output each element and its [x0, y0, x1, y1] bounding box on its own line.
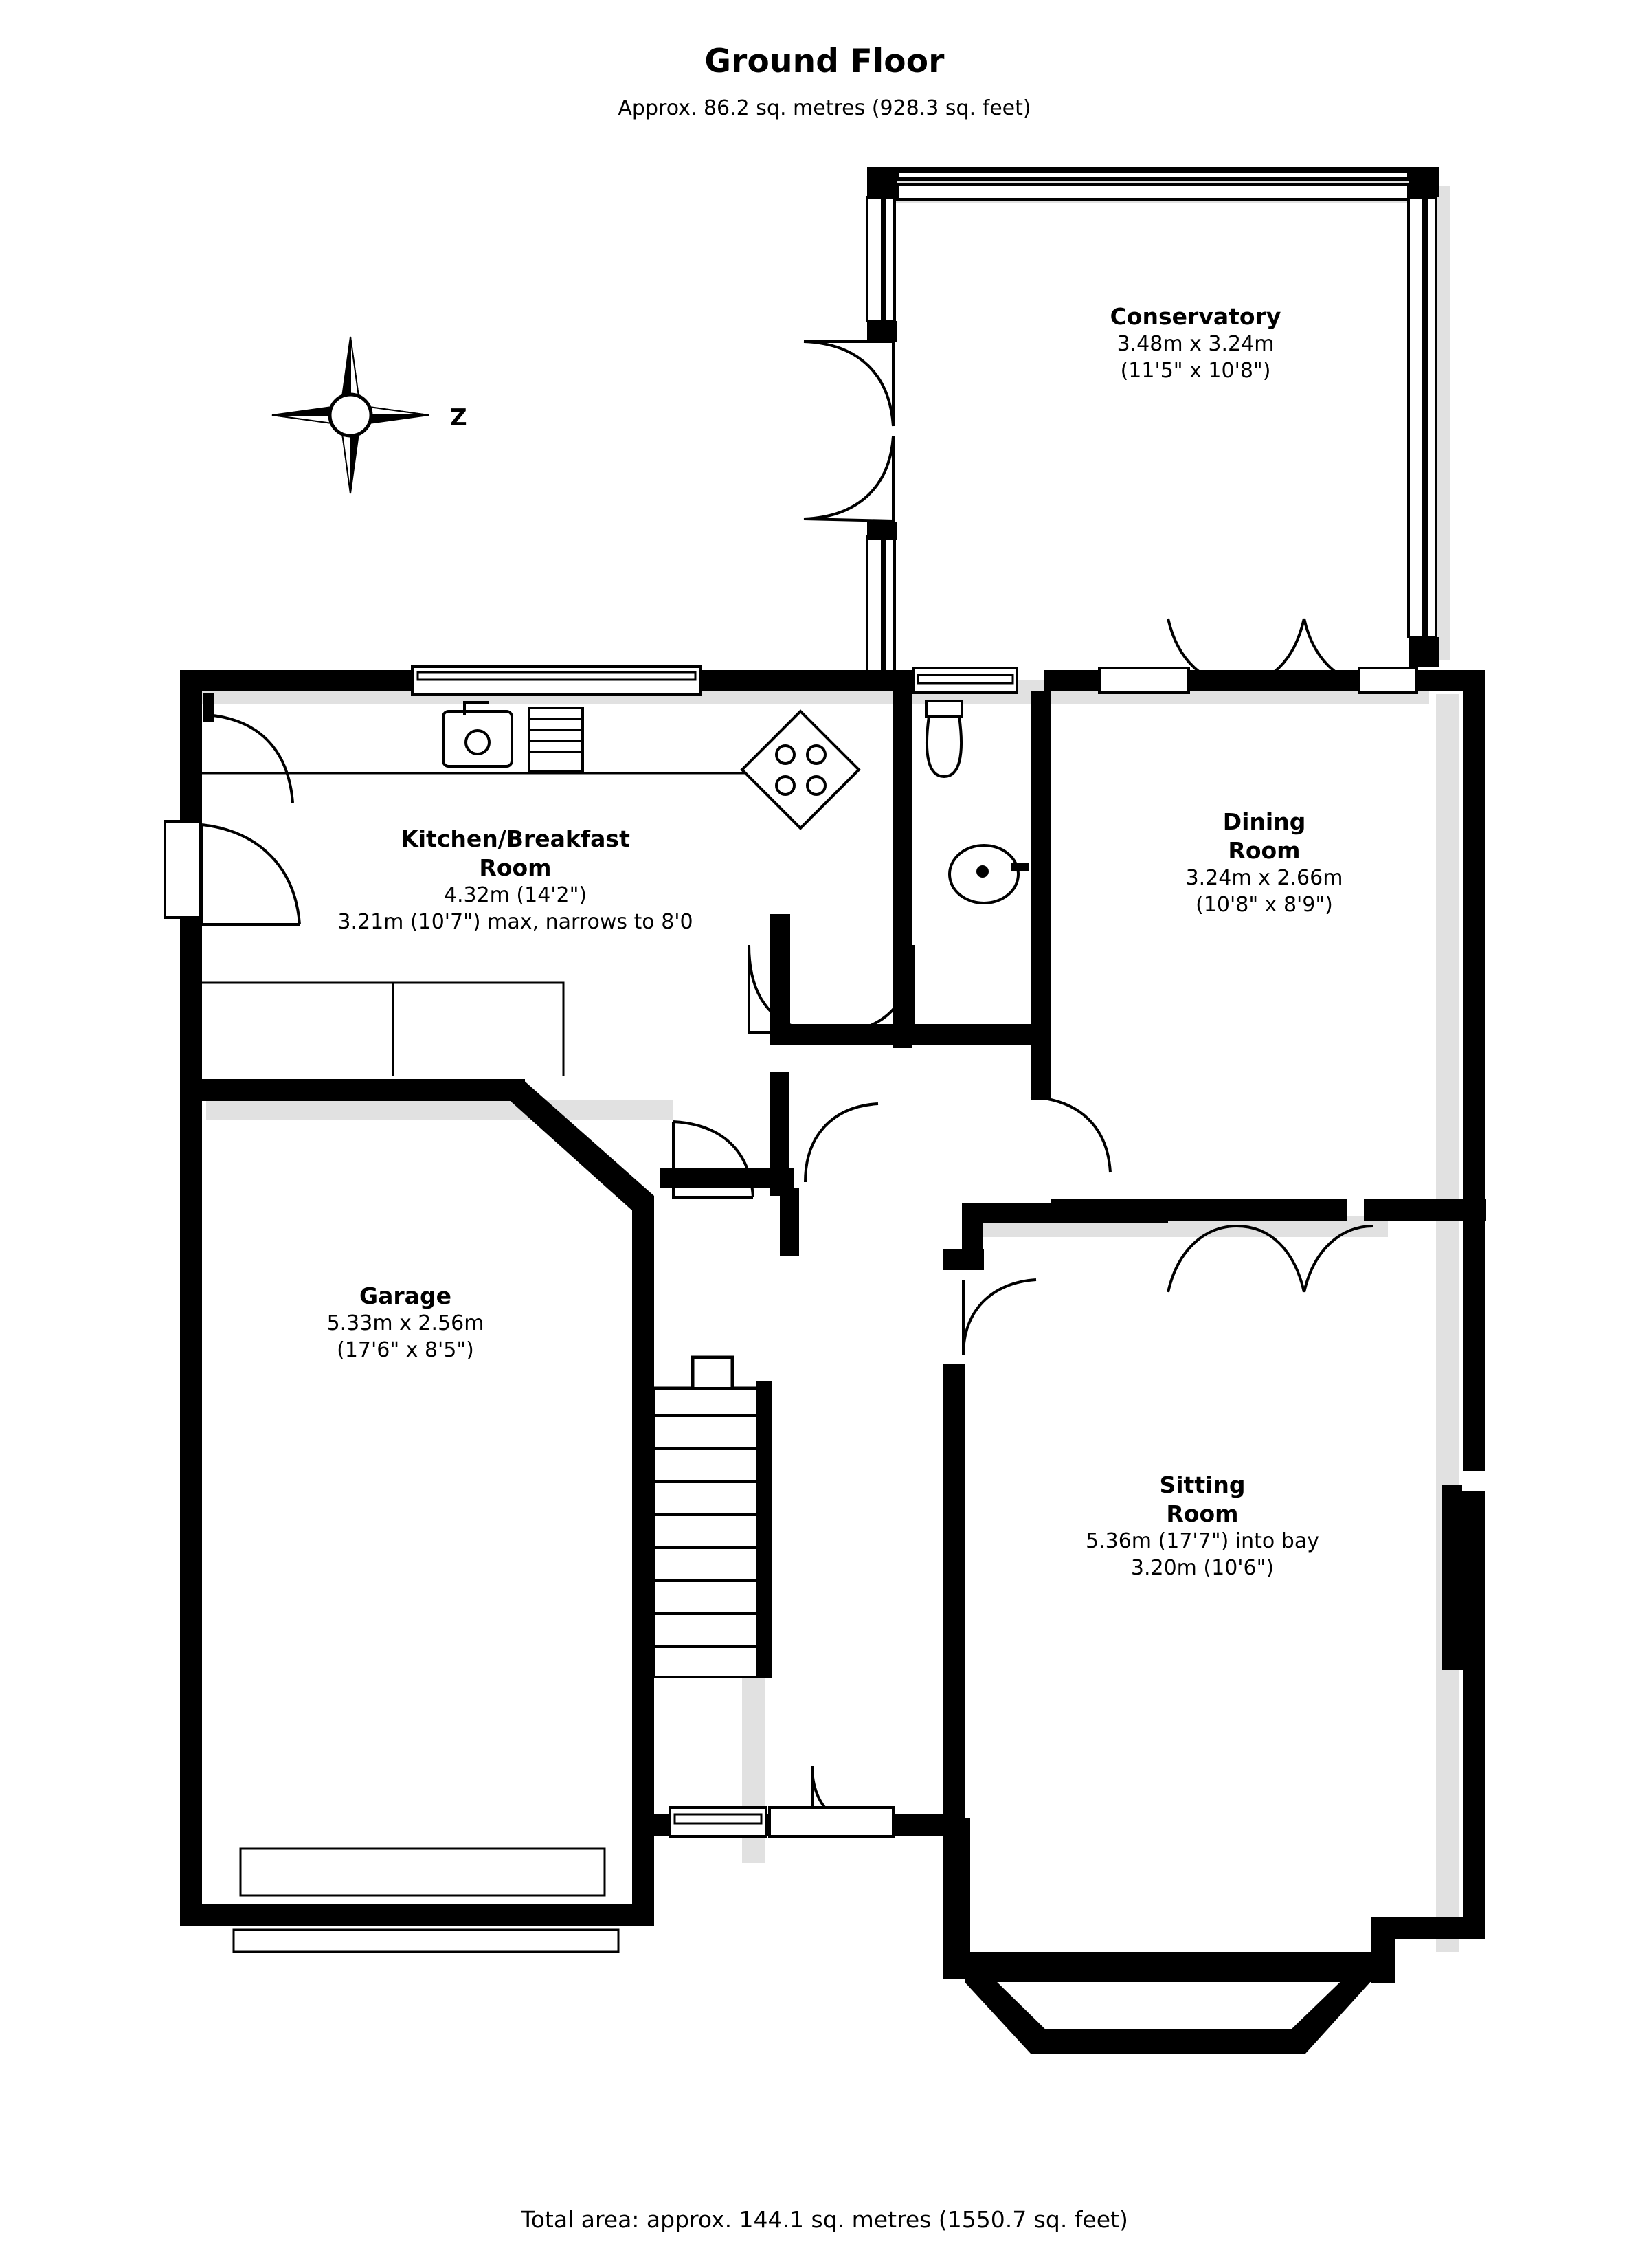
staircase-icon	[654, 1357, 772, 1677]
room-label-kitchen-breakfast-room: Kitchen/Breakfast Room 4.32m (14'2") 3.21m (10'7") max, narrows to 8'0	[337, 825, 693, 934]
conservatory-structure	[867, 167, 1439, 680]
room-label-sitting-room: Sitting Room 5.36m (17'7") into bay 3.20m (10'6")	[1086, 1471, 1319, 1580]
archway-openings	[1168, 619, 1373, 1292]
page-subtitle: Approx. 86.2 sq. metres (928.3 sq. feet)	[618, 96, 1031, 120]
kitchen-sink-icon	[443, 702, 583, 771]
total-area-text: Total area: approx. 144.1 sq. metres (1550.7 sq. feet)	[521, 2206, 1128, 2233]
room-label-conservatory: Conservatory 3.48m x 3.24m (11'5" x 10'8")	[1110, 303, 1281, 383]
wc-fixtures	[926, 701, 1028, 903]
kitchen-hob-icon	[742, 711, 859, 828]
room-label-dining-room: Dining Room 3.24m x 2.66m (10'8" x 8'9")	[1185, 808, 1343, 917]
page-title: Ground Floor	[704, 43, 945, 80]
kitchen-window	[412, 667, 701, 694]
conservatory-door-swing	[804, 342, 893, 521]
room-label-garage: Garage 5.33m x 2.56m (17'6" x 8'5")	[326, 1282, 484, 1362]
compass-label: Z	[450, 404, 467, 432]
compass-rose	[261, 330, 495, 509]
